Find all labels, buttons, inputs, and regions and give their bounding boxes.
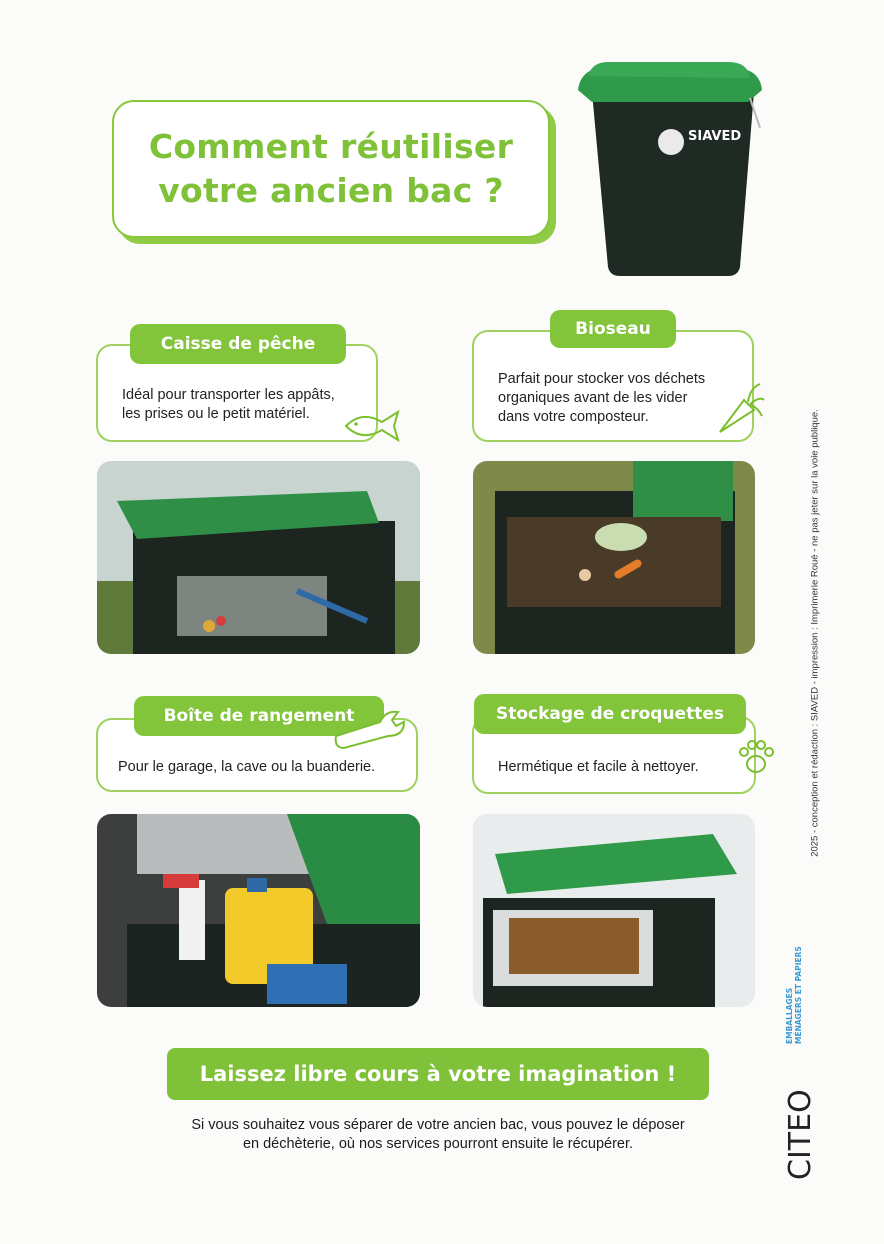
label-stockage-de-croquettes: Stockage de croquettes	[474, 694, 746, 734]
card2-line3: dans votre composteur.	[498, 409, 649, 425]
card-text-stockage-de-croquettes: Hermétique et facile à nettoyer.	[498, 759, 699, 775]
card2-line1: Parfait pour stocker vos déchets	[498, 371, 706, 387]
card2-line2: organiques avant de les vider	[498, 390, 688, 406]
footer-line2: en déchèterie, où nos services pourront ensuite le récupérer.	[242, 1136, 634, 1152]
carrot-icon	[714, 382, 766, 436]
photo-caisse-de-peche	[97, 461, 420, 654]
bin-illustration	[578, 62, 764, 278]
label-bioseau: Bioseau	[550, 310, 676, 348]
label-boite-de-rangement: Boîte de rangement	[134, 696, 384, 736]
card1-line1: Idéal pour transporter les appâts,	[122, 387, 335, 403]
label-caisse-de-peche: Caisse de pêche	[130, 324, 346, 364]
side-note	[805, 360, 825, 906]
wrench-icon	[330, 706, 408, 752]
card-text-bioseau	[498, 370, 705, 427]
title-box	[112, 100, 550, 238]
photo-stockage-de-croquettes	[473, 814, 755, 1007]
side-note-text: 2025 - conception et rédaction : SIAVED - impression : Imprimerie Roué - ne pas jeter sur la voie publique.	[809, 409, 821, 857]
footer-line1: Si vous souhaitez vous séparer de votre ancien bac, vous pouvez le déposer	[191, 1117, 685, 1133]
banner: Laissez libre cours à votre imagination !	[167, 1048, 709, 1100]
card1-line2: les prises ou le petit matériel.	[122, 406, 310, 422]
photo-bioseau	[473, 461, 755, 654]
page-title-line1: Comment réutiliser	[148, 127, 514, 166]
fish-icon	[342, 408, 404, 444]
bin-brand: SIAVED	[688, 129, 742, 144]
card-text-caisse-de-peche	[122, 386, 335, 424]
citeo-wordmark: CITEO	[783, 1089, 818, 1180]
footer-text	[160, 1116, 716, 1154]
card-text-boite-de-rangement: Pour le garage, la cave ou la buanderie.	[118, 759, 376, 775]
citeo-logo	[778, 930, 828, 1190]
page-title-line2: votre ancien bac ?	[158, 171, 504, 210]
photo-boite-de-rangement	[97, 814, 420, 1007]
citeo-line1: EMBALLAGES	[785, 987, 794, 1044]
citeo-line2: MÉNAGERS ET PAPIERS	[794, 946, 803, 1044]
paw-icon	[734, 736, 778, 780]
